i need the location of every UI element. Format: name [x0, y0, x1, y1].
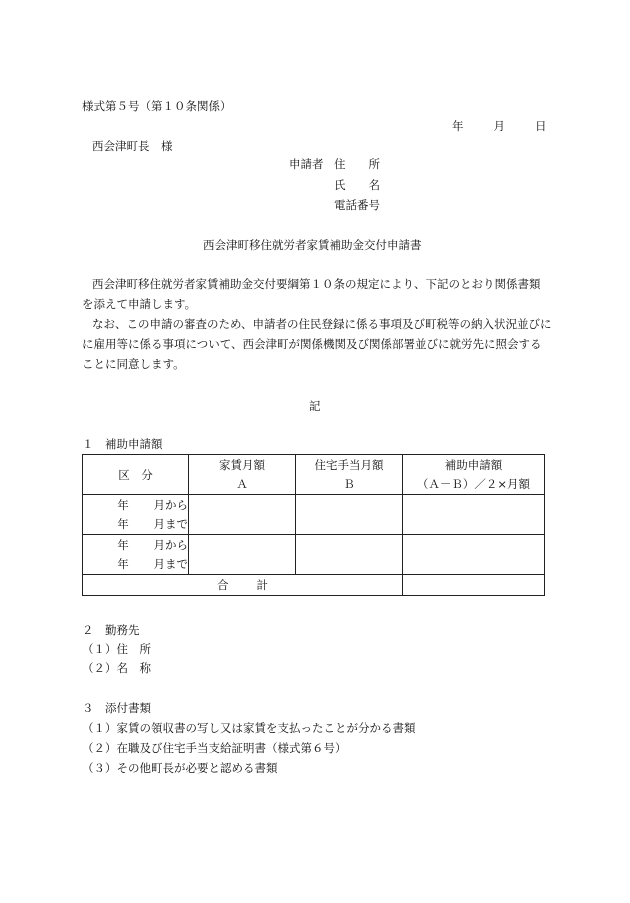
period-cell	[83, 495, 189, 535]
table-row	[83, 495, 545, 535]
document-title: 西会津町移住就労者家賃補助金交付申請書	[203, 238, 422, 252]
col-allowance-header	[296, 455, 403, 495]
applicant-label: 申請者	[289, 157, 324, 171]
paragraph-2-line-2: に雇用等に係る事項について、西会津町が関係機関及び関係部署並びに就労先に照会する	[82, 337, 542, 351]
form-number: 様式第５号（第１０条関係）	[82, 99, 232, 113]
col-division-header: 区 分	[83, 455, 189, 495]
paragraph-1-line-2: を添えて申請します。	[82, 297, 197, 311]
subsidy-input-cell[interactable]	[403, 495, 545, 535]
col-subsidy-header	[403, 455, 545, 495]
applicant-name-label: 氏 名	[334, 178, 380, 192]
date-line	[452, 118, 547, 134]
paragraph-2-line-3: ことに同意します。	[82, 357, 185, 371]
total-row	[83, 575, 545, 596]
rent-input-cell[interactable]	[189, 535, 296, 575]
table-header-row	[83, 455, 545, 495]
subsidy-amount-table-wrap	[82, 454, 545, 596]
from-year: 年	[117, 497, 129, 512]
col-allowance-code: Ｂ	[343, 476, 355, 491]
col-rent-header	[189, 455, 296, 495]
col-subsidy-label: 補助申請額	[444, 457, 503, 472]
date-month: 月	[493, 119, 505, 133]
attachment-item-2: （２）在職及び住宅手当支給証明書（様式第６号）	[82, 741, 347, 755]
table-row	[83, 535, 545, 575]
from-month: 月から	[153, 497, 188, 512]
addressee: 西会津町長 様	[92, 139, 173, 153]
period-cell	[83, 535, 189, 575]
col-rent-code: Ａ	[236, 476, 248, 491]
paragraph-1-line-1: 西会津町移住就労者家賃補助金交付要綱第１０条の規定により、下記のとおり関係書類	[92, 277, 541, 291]
date-day: 日	[535, 119, 547, 133]
from-month: 月から	[153, 537, 188, 552]
allowance-input-cell[interactable]	[296, 495, 403, 535]
allowance-input-cell[interactable]	[296, 535, 403, 575]
col-rent-label: 家賃月額	[219, 457, 265, 472]
section-1-heading: １ 補助申請額	[82, 437, 163, 451]
to-month: 月まで	[153, 516, 188, 531]
from-year: 年	[117, 537, 129, 552]
attachment-item-1: （１）家賃の領収書の写し又は家賃を支払ったことが分かる書類	[82, 721, 416, 735]
ki-label: 記	[309, 399, 321, 413]
section-2-heading: ２ 勤務先	[82, 623, 140, 637]
subsidy-input-cell[interactable]	[403, 535, 545, 575]
paragraph-2-line-1: なお、この申請の審査のため、申請者の住民登録に係る事項及び町税等の納入状況並びに	[92, 317, 552, 331]
to-year: 年	[117, 516, 129, 531]
attachment-item-3: （３）その他町長が必要と認める書類	[82, 761, 278, 775]
workplace-name-item: （２）名 称	[82, 661, 151, 675]
rent-input-cell[interactable]	[189, 495, 296, 535]
applicant-phone-label: 電話番号	[334, 198, 380, 212]
workplace-address-item: （１）住 所	[82, 642, 151, 656]
total-input-cell[interactable]	[403, 575, 545, 596]
total-label-cell	[83, 575, 403, 596]
to-month: 月まで	[153, 556, 188, 571]
col-allowance-label: 住宅手当月額	[314, 457, 384, 472]
section-3-heading: ３ 添付書類	[82, 701, 151, 715]
total-label: 合計	[217, 578, 296, 592]
applicant-address-label: 住 所	[334, 157, 380, 171]
subsidy-amount-table	[82, 454, 545, 596]
date-year: 年	[452, 119, 464, 133]
to-year: 年	[117, 556, 129, 571]
col-subsidy-formula: （Ａ－Ｂ）／２×月額	[416, 476, 531, 491]
